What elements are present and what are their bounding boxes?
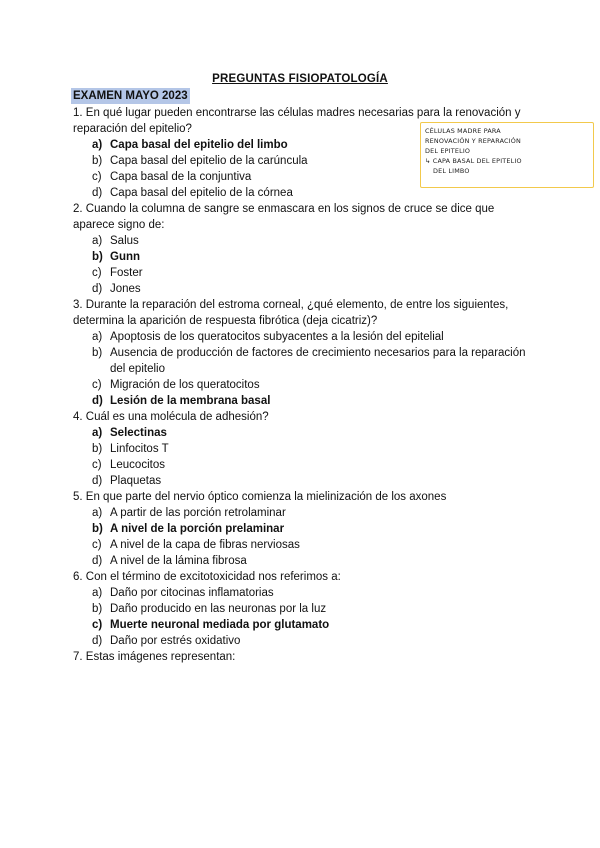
option-text: Lesión de la membrana basal (110, 395, 271, 407)
option-letter: d) (92, 283, 103, 295)
option-letter: b) (92, 347, 103, 359)
option-text: A partir de las porción retrolaminar (110, 507, 286, 519)
option (73, 329, 533, 345)
option (73, 457, 533, 473)
option-text: Ausencia de producción de factores de crecimiento necesarios para la reparación del epitelio (110, 347, 526, 375)
option-text: Jones (110, 283, 141, 295)
option-text: Capa basal del epitelio del limbo (110, 139, 288, 151)
note-line: RENOVACIÓN Y REPARACIÓN (425, 137, 522, 145)
option-letter: d) (92, 187, 103, 199)
option (73, 233, 533, 249)
question-list (73, 105, 533, 665)
option (73, 633, 533, 649)
option (73, 585, 533, 601)
option (73, 377, 533, 393)
correct-option (73, 425, 533, 441)
options-list (73, 329, 533, 409)
question-block (73, 489, 533, 569)
question-block (73, 297, 533, 409)
note-line: ↳ CAPA BASAL DEL EPITELIO (425, 157, 522, 165)
correct-option (73, 617, 533, 633)
question-text: 1. En qué lugar pueden encontrarse las células madres necesarias para la renovación y reparación del epitelio? (73, 107, 521, 135)
options-list (73, 233, 533, 297)
option-text: Gunn (110, 251, 141, 263)
option-letter: c) (92, 619, 103, 631)
option-letter: b) (92, 603, 103, 615)
option-letter: b) (92, 523, 103, 535)
option-letter: a) (92, 139, 103, 151)
correct-option (73, 393, 533, 409)
option-text: Capa basal del epitelio de la córnea (110, 187, 293, 199)
question-block (73, 649, 533, 665)
option (73, 441, 533, 457)
option (73, 505, 533, 521)
note-line: DEL EPITELIO (425, 147, 471, 155)
option (73, 345, 533, 377)
page-title: PREGUNTAS FISIOPATOLOGÍA (212, 73, 388, 85)
option-text: Muerte neuronal mediada por glutamato (110, 619, 330, 631)
option-letter: a) (92, 507, 103, 519)
option-text: Linfocitos T (110, 443, 169, 455)
option-text: Daño por citocinas inflamatorias (110, 587, 274, 599)
exam-label: EXAMEN MAYO 2023 (73, 90, 188, 102)
options-list (73, 585, 533, 649)
option-letter: a) (92, 331, 103, 343)
question-text: 2. Cuando la columna de sangre se enmascara en los signos de cruce se dice que aparece signo de: (73, 203, 495, 231)
option-text: Apoptosis de los queratocitos subyacentes a la lesión del epitelial (110, 331, 444, 343)
option-letter: a) (92, 587, 103, 599)
question-text: 6. Con el término de excitotoxicidad nos referimos a: (73, 571, 341, 583)
option-text: A nivel de la porción prelaminar (110, 523, 285, 535)
option-text: Foster (110, 267, 143, 279)
option-text: A nivel de la capa de fibras nerviosas (110, 539, 300, 551)
option-letter: a) (92, 427, 103, 439)
option-text: Capa basal de la conjuntiva (110, 171, 252, 183)
option-text: Leucocitos (110, 459, 165, 471)
option (73, 473, 533, 489)
option (73, 537, 533, 553)
option-text: Daño producido en las neuronas por la luz (110, 603, 327, 615)
option-letter: c) (92, 459, 102, 471)
question-block (73, 201, 533, 297)
option (73, 601, 533, 617)
option-letter: b) (92, 251, 103, 263)
handwritten-note (420, 122, 594, 188)
note-line: DEL LIMBO (433, 167, 470, 175)
option-text: Selectinas (110, 427, 167, 439)
options-list (73, 505, 533, 569)
question-text: 4. Cuál es una molécula de adhesión? (73, 411, 269, 423)
question-text: 7. Estas imágenes representan: (73, 651, 236, 663)
option-letter: d) (92, 395, 103, 407)
question-block (73, 409, 533, 489)
option-text: Migración de los queratocitos (110, 379, 260, 391)
option-text: Capa basal del epitelio de la carúncula (110, 155, 308, 167)
option-letter: d) (92, 555, 103, 567)
option-letter: d) (92, 475, 103, 487)
option-text: Salus (110, 235, 139, 247)
option-text: Daño por estrés oxidativo (110, 635, 241, 647)
option-letter: b) (92, 155, 103, 167)
option (73, 553, 533, 569)
option (73, 281, 533, 297)
question-text: 5. En que parte del nervio óptico comienza la mielinización de los axones (73, 491, 447, 503)
option-letter: c) (92, 267, 102, 279)
option-letter: c) (92, 171, 102, 183)
option-letter: a) (92, 235, 103, 247)
correct-option (73, 249, 533, 265)
option-text: A nivel de la lámina fibrosa (110, 555, 247, 567)
option-letter: c) (92, 539, 102, 551)
option-letter: c) (92, 379, 102, 391)
note-line: CÉLULAS MADRE PARA (425, 127, 501, 135)
options-list (73, 425, 533, 489)
option-letter: b) (92, 443, 103, 455)
correct-option (73, 521, 533, 537)
option (73, 265, 533, 281)
option-text: Plaquetas (110, 475, 162, 487)
question-text: 3. Durante la reparación del estroma corneal, ¿qué elemento, de entre los siguientes, determina la aparición de respuesta fibrótica (deja cicatriz)? (73, 299, 509, 327)
question-block (73, 569, 533, 649)
option-letter: d) (92, 635, 103, 647)
